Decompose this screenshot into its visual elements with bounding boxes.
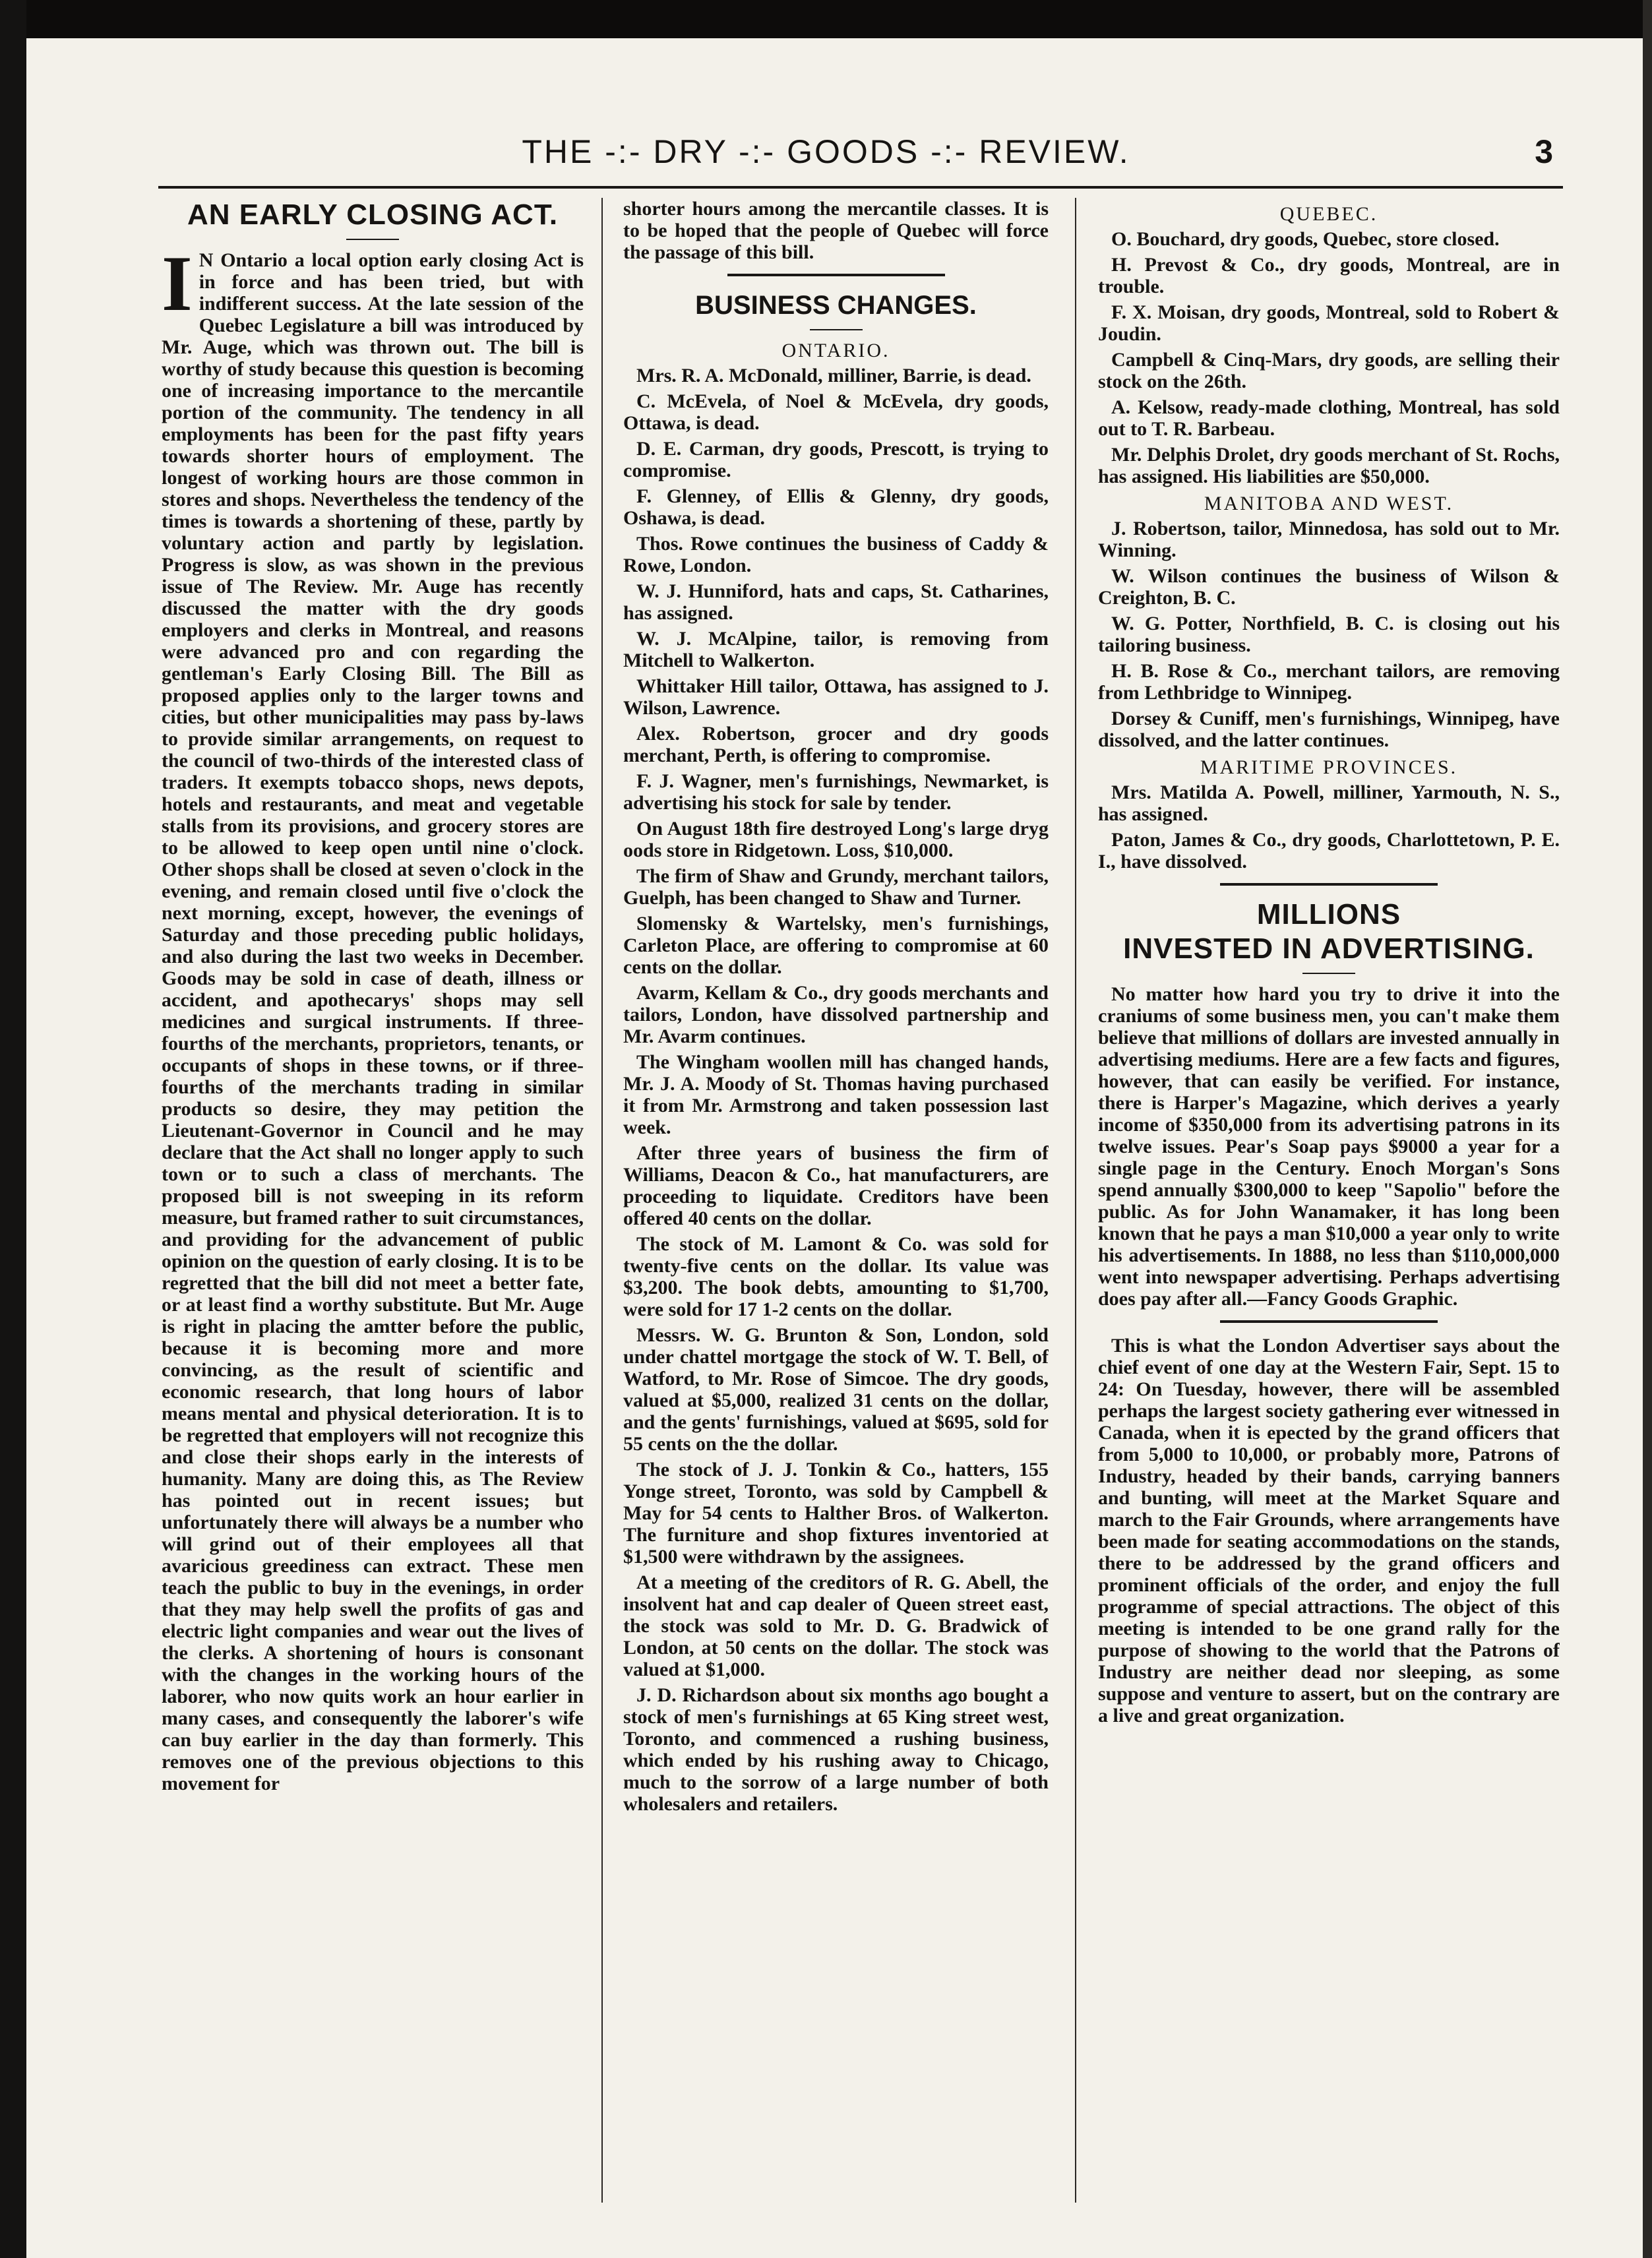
list-item: C. McEvela, of Noel & McEvela, dry goods, Ottawa, is dead. (623, 390, 1049, 434)
list-item: F. J. Wagner, men's furnishings, Newmarket, is advertising his stock for sale by tender. (623, 770, 1049, 814)
list-item: O. Bouchard, dry goods, Quebec, store closed. (1111, 228, 1500, 250)
millions-paragraph: No matter how hard you try to drive it into the craniums of some business men, you can't make them believe that millions of dollars are invested annually in advertising mediums. Here are a few facts and figures, however, that can easily be verified. For instance, there is Harper's Magazine, which derives a yearly income of $350,000 from its advertising patrons in its twelve issues. Pear's Soap pays $9000 a year for a single page in the Century. Enoch Morgan's Sons spend annually $300,000 to keep "Sapolio" before the public. As for John Wanamaker, it has long been known that he pays a man $10,000 a year only to write his advertisements. In 1888, no less than $110,000,000 went into newspaper advertising. Perhaps advertising does pay after all.—Fancy Goods Graphic. (1098, 983, 1560, 1310)
list-item: Campbell & Cinq-Mars, dry goods, are selling their stock on the 26th. (1098, 349, 1560, 392)
list-item: Slomensky & Wartelsky, men's furnishings, Carleton Place, are offering to compromise at 60 cents on the dollar. (623, 913, 1049, 978)
column-3 (1098, 198, 1560, 2229)
list-item: Mrs. R. A. McDonald, milliner, Barrie, is dead. (636, 365, 1031, 386)
heading-rule (810, 329, 863, 330)
list-item: Paton, James & Co., dry goods, Charlottetown, P. E. I., have dissolved. (1098, 829, 1560, 872)
list-item: Avarm, Kellam & Co., dry goods merchants and tailors, London, have dissolved partnership and Mr. Avarm continues. (623, 982, 1049, 1047)
list-item: W. J. Hunniford, hats and caps, St. Catharines, has assigned. (623, 580, 1049, 624)
list-item: Dorsey & Cuniff, men's furnishings, Winnipeg, have dissolved, and the latter continues. (1098, 708, 1560, 751)
list-item: The Wingham woollen mill has changed hands, Mr. J. A. Moody of St. Thomas having purchased it from Mr. Armstrong and taken possession last week. (623, 1051, 1049, 1138)
list-item: The stock of M. Lamont & Co. was sold for twenty-five cents on the dollar. Its value was $3,200. The book debts, amounting to $1,700, were sold for 17 1-2 cents on the dollar. (623, 1233, 1049, 1320)
list-item: J. Robertson, tailor, Minnedosa, has sold out to Mr. Winning. (1098, 518, 1560, 561)
column-separator (1075, 198, 1076, 2203)
section-rule (1220, 883, 1438, 886)
page-number: 3 (1535, 133, 1553, 170)
millions-heading-line1: MILLIONS (1256, 898, 1401, 931)
heading-rule (1302, 973, 1355, 974)
list-item: At a meeting of the creditors of R. G. Abell, the insolvent hat and cap dealer of Queen street east, the stock was sold to Mr. D. G. Bradwick of London, at 50 cents on the dollar. The stock was valued at $1,000. (623, 1571, 1049, 1680)
list-item: On August 18th fire destroyed Long's large dryg oods store in Ridgetown. Loss, $10,000. (623, 818, 1049, 861)
maritime-label: MARITIME PROVINCES. (1200, 756, 1458, 778)
drop-cap: I (162, 239, 193, 327)
list-item: The firm of Shaw and Grundy, merchant tailors, Guelph, has been changed to Shaw and Turner. (623, 865, 1049, 909)
list-item: The stock of J. J. Tonkin & Co., hatters, 155 Yonge street, Toronto, was sold by Campbell & May for 54 cents to Halther Bros. of Walkerton. The furniture and shop fixtures inventoried at $1,500 were withdrawn by the assignees. (623, 1459, 1049, 1568)
heading-rule (346, 239, 399, 240)
list-item: Thos. Rowe continues the business of Caddy & Rowe, London. (623, 533, 1049, 576)
section-rule (1220, 1320, 1438, 1323)
quebec-label: QUEBEC. (1279, 203, 1378, 225)
early-closing-paragraph (162, 239, 584, 1794)
early-closing-heading: AN EARLY CLOSING ACT. (187, 198, 559, 231)
list-item: Mrs. Matilda A. Powell, milliner, Yarmouth, N. S., has assigned. (1098, 781, 1560, 825)
list-item: F. X. Moisan, dry goods, Montreal, sold to Robert & Joudin. (1098, 301, 1560, 345)
list-item: Whittaker Hill tailor, Ottawa, has assigned to J. Wilson, Lawrence. (623, 675, 1049, 719)
list-item: J. D. Richardson about six months ago bought a stock of men's furnishings at 65 King street west, Toronto, and commenced a rushing business, which ended by his rushing away to Chicago, much to the sorrow of a large number of both wholesalers and retailers. (623, 1684, 1049, 1815)
masthead-rule (158, 186, 1563, 189)
scan-edge-right (1643, 0, 1652, 2258)
list-item: W. Wilson continues the business of Wilson & Creighton, B. C. (1098, 565, 1560, 609)
scan-edge-top (0, 0, 1652, 38)
masthead-title: THE -:- DRY -:- GOODS -:- REVIEW. (522, 133, 1130, 170)
list-item: Alex. Robertson, grocer and dry goods merchant, Perth, is offering to compromise. (623, 723, 1049, 766)
column-1 (162, 198, 584, 2229)
list-item: W. G. Potter, Northfield, B. C. is closing out his tailoring business. (1098, 613, 1560, 656)
list-item: Mr. Delphis Drolet, dry goods merchant of St. Rochs, has assigned. His liabilities are $50,000. (1098, 444, 1560, 487)
list-item: Messrs. W. G. Brunton & Son, London, sold under chattel mortgage the stock of W. T. Bell, of Watford, to Mr. Rose of Simcoe. The dry goods, valued at $5,000, realized 31 cents on the dollar, and the gents' furnishings, valued at $695, sold for 55 cents on the the dollar. (623, 1324, 1049, 1455)
manitoba-label: MANITOBA AND WEST. (1204, 493, 1454, 514)
list-item: After three years of business the firm of Williams, Deacon & Co., hat manufacturers, are proceeding to liquidate. Creditors have been offered 40 cents on the dollar. (623, 1142, 1049, 1229)
ontario-label: ONTARIO. (781, 340, 890, 361)
london-advertiser-paragraph: This is what the London Advertiser says about the chief event of one day at the Western Fair, Sept. 15 to 24: On Tuesday, however, there will be assembled perhaps the largest society gathering ever witnessed in Canada, when it is epected by the grand officers that from 5,000 to 10,000, or probably more, Patrons of Industry, headed by their bands, carrying banners and bunting, will meet at the Market Square and march to the Fair Grounds, where arrangements have been made for seating accommodations on the stands, there to be addressed by the grand officers and prominent officials of the order, and enjoy the full programme of special attractions. The object of this meeting is intended to be one grand rally for the purpose of showing to the world that the Patrons of Industry are neither dead nor sleeping, as some suppose and venture to assert, but on the contrary are a live and great organization. (1098, 1335, 1560, 1726)
business-changes-heading: BUSINESS CHANGES. (695, 291, 977, 320)
scan-edge-left (0, 0, 26, 2258)
list-item: F. Glenney, of Ellis & Glenny, dry goods, Oshawa, is dead. (623, 485, 1049, 529)
section-rule (727, 274, 945, 276)
list-item: D. E. Carman, dry goods, Prescott, is trying to compromise. (623, 438, 1049, 481)
millions-heading-line2: INVESTED IN ADVERTISING. (1123, 932, 1535, 965)
list-item: H. B. Rose & Co., merchant tailors, are removing from Lethbridge to Winnipeg. (1098, 660, 1560, 704)
list-item: W. J. McAlpine, tailor, is removing from Mitchell to Walkerton. (623, 628, 1049, 671)
column-separator (601, 198, 603, 2203)
list-item: H. Prevost & Co., dry goods, Montreal, are in trouble. (1098, 254, 1560, 297)
early-closing-continuation: shorter hours among the mercantile classes. It is to be hoped that the people of Quebec will force the passage of this bill. (623, 198, 1049, 263)
list-item: A. Kelsow, ready-made clothing, Montreal, has sold out to T. R. Barbeau. (1098, 396, 1560, 440)
column-2 (623, 198, 1049, 2229)
early-closing-text: N Ontario a local option early closing Act is in force and has been tried, but with indifferent success. At the late session of the Quebec Legislature a bill was introduced by Mr. Auge, which was thrown out. The bill is worthy of study because this question is becoming one of increasing importance to the mercantile portion of the community. The tendency in all employments has been for the past fifty years towards shorter hours of employment. The longest of working hours are those common in stores and shops. Nevertheless the tendency of the times is towards a shortening of these, partly by voluntary action and partly by legislation. Progress is slow, as was shown in the previous issue of The Review. Mr. Auge has recently discussed the matter with the dry goods employers and clerks in Montreal, and reasons were advanced pro and con regarding the gentleman's Early Closing Bill. The Bill as proposed applies only to the larger towns and cities, but other municipalities may pass by-laws to provide similar arrangements, on request to the council of two-thirds of the interested class of traders. It exempts tobacco shops, news depots, hotels and restaurants, and meat and vegetable stalls from its provisions, and grocery stores are to be allowed to keep open until nine o'clock. Other shops shall be closed at seven o'clock in the evening, and remain closed until five o'clock the next morning, except, however, the evenings of Saturday and those preceding public holidays, and also during the last two weeks in December. Goods may be sold in case of death, illness or accident, and apothecarys' shops may sell medicines and surgical instruments. If three-fourths of the merchants, proprietors, tenants, or occupants of shops in these towns, or if three-fourths of the merchants trading in similar products so desire, they may petition the Lieutenant-Governor in Council and he may declare that the Act shall no longer apply to such town or to such a class of merchants. The proposed bill is not sweeping in its reform measure, but framed rather to suit circumstances, and providing for the advancement of public opinion on the question of early closing. It is to be regretted that the bill did not meet a better fate, or at least find a worthy substitute. But Mr. Auge is right in placing the amtter before the public, because it is becoming more and more convincing, as the result of scientific and economic research, that long hours of labor means mental and physical deterioration. It is to be regretted that employers will not recognize this and close their shops early in the interests of humanity. Many are doing this, as The Review has pointed out in recent issues; but unfortunately there will always be a number who will grind out of their employees all that avaricious greediness can extract. These men teach the public to buy in the evenings, in order that they may help swell the profits of gas and electric light companies and wear out the lives of the clerks. A shortening of hours is consonant with the changes in the working hours of the laborer, who now quits work an hour earlier in many cases, and consequently the laborer's wife can buy earlier in the day than formerly. This removes one of the previous objections to this movement for (162, 249, 584, 1794)
